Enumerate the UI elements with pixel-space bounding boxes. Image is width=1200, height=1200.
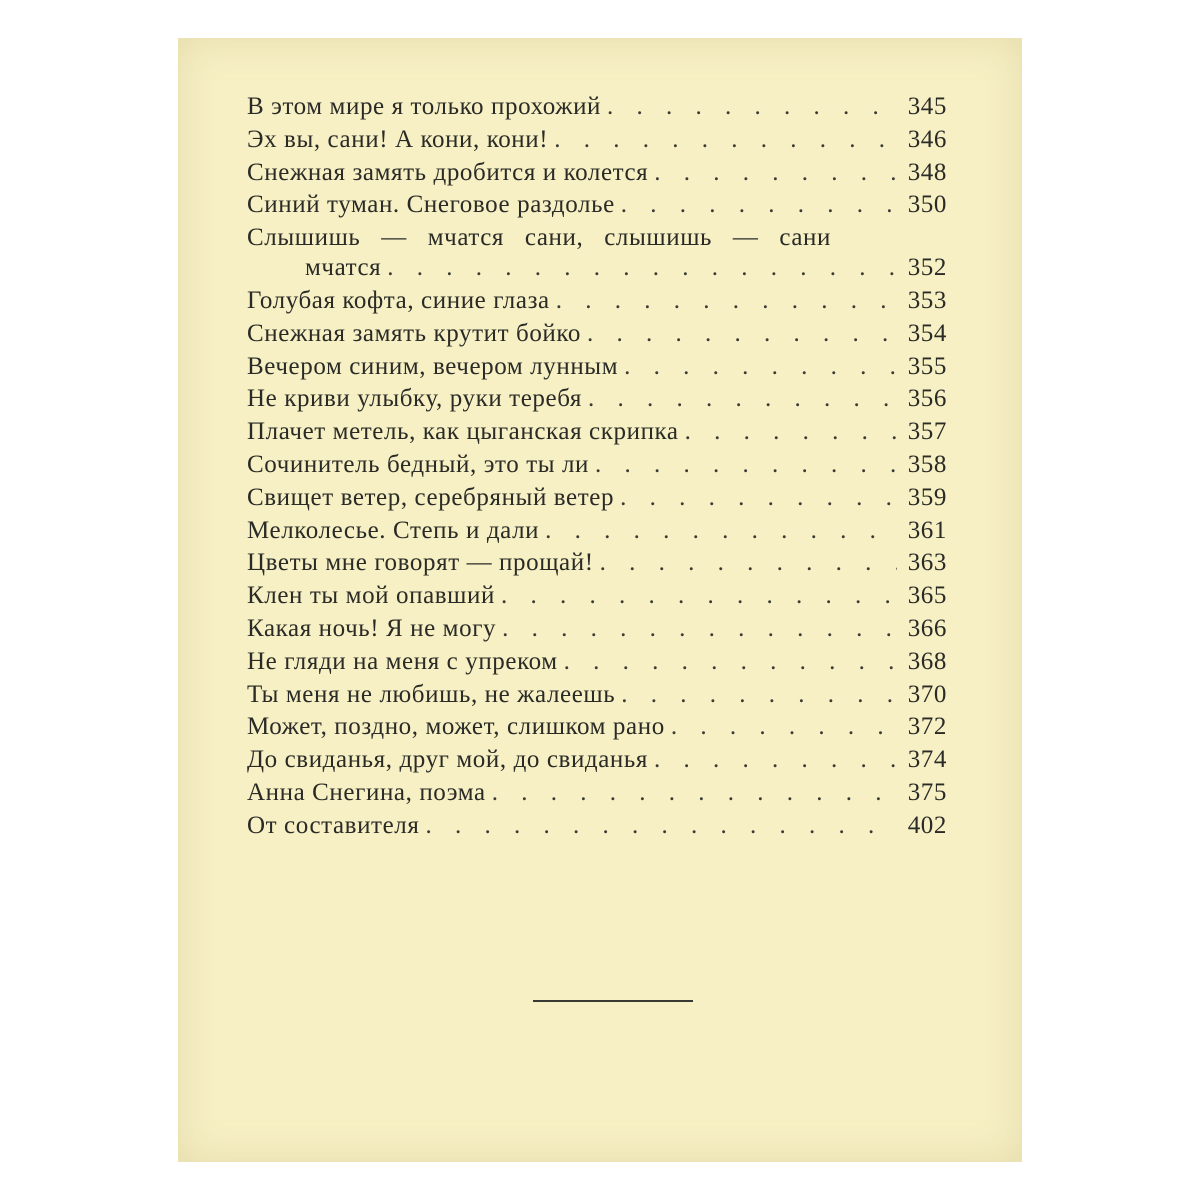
toc-entry [247,351,947,384]
toc-entry [247,383,947,416]
dot-leader [654,157,897,190]
toc-entry [247,646,947,679]
toc-entry [247,810,947,843]
toc-entry-title: Клен ты мой опавший [247,582,495,610]
dot-leader [685,416,897,449]
dot-leader [502,613,897,646]
toc-entry [247,580,947,613]
toc-entry-title: Не криви улыбку, руки теребя [247,385,583,413]
toc-entry [247,318,947,351]
dot-leader [545,515,897,548]
toc-entry-page: 346 [907,125,947,153]
toc-entry-page: 350 [907,191,947,219]
toc-entry-page: 363 [907,549,947,577]
toc-entry-title: Снежная замять дробится и колется [247,158,649,186]
dot-leader [587,318,897,351]
dot-leader [425,810,897,843]
toc-entry [247,124,947,157]
toc-entry-title: Свищет ветер, серебряный ветер [247,483,615,511]
dot-leader [387,252,897,285]
toc-entry-page: 366 [907,614,947,642]
dot-leader [671,711,897,744]
toc-entry-title: Плачет метель, как цыганская скрипка [247,418,679,446]
toc-entry-continuation [247,252,947,285]
toc-entry-title: Мелколесье. Степь и дали [247,516,540,544]
toc-entry-page: 353 [907,286,947,314]
dot-leader [564,646,897,679]
end-rule-divider [533,1000,693,1002]
toc-entry-page: 375 [907,778,947,806]
toc-entry [247,222,947,285]
toc-entry [247,547,947,580]
dot-leader [492,777,897,810]
toc-entry-title: До свиданья, друг мой, до свиданья [247,746,649,774]
toc-entry-page: 361 [907,516,947,544]
toc-entry-page: 402 [907,811,947,839]
dot-leader [624,351,897,384]
toc-entry [247,744,947,777]
toc-entry [247,515,947,548]
table-of-contents [247,91,947,843]
toc-entry [247,91,947,124]
toc-entry [247,416,947,449]
dot-leader [654,744,897,777]
toc-entry-title-line2: мчатся [305,254,382,282]
dot-leader [607,91,897,124]
toc-entry-title: Цветы мне говорят — прощай! [247,549,594,577]
toc-entry [247,449,947,482]
toc-entry-title: Сочинитель бедный, это ты ли [247,450,590,478]
toc-entry-page: 368 [907,647,947,675]
toc-entry-page: 345 [907,93,947,120]
toc-entry-page: 374 [907,746,947,774]
toc-entry-title: Анна Снегина, поэма [247,778,486,806]
toc-entry-title-line1: Слышишь — мчатся сани, слышишь — сани [247,224,832,252]
toc-entry-title: Ты меня не любишь, не жалеешь [247,680,616,708]
dot-leader [621,679,897,712]
toc-entry-title: Не гляди на меня с упреком [247,647,558,675]
toc-entry-page: 359 [907,483,947,511]
dot-leader [501,580,897,613]
toc-entry-title: Какая ночь! Я не могу [247,614,497,642]
toc-entry-title: Синий туман. Снеговое раздолье [247,191,615,219]
toc-entry [247,285,947,318]
toc-entry-page: 365 [907,582,947,610]
toc-entry [247,679,947,712]
toc-entry-title: Эх вы, сани! А кони, кони! [247,125,549,153]
toc-entry [247,157,947,190]
toc-entry-page: 357 [907,418,947,446]
toc-entry-title: Вечером синим, вечером лунным [247,352,619,380]
toc-entry-page: 356 [907,385,947,413]
toc-entry-title: Может, поздно, может, слишком рано [247,713,665,741]
toc-entry-page: 355 [907,352,947,380]
toc-entry-page: 348 [907,158,947,186]
toc-entry-page: 352 [907,254,947,282]
toc-entry [247,711,947,744]
toc-entry-page: 370 [907,680,947,708]
toc-entry-page: 358 [907,450,947,478]
toc-entry-page: 372 [907,713,947,741]
book-page [178,38,1022,1162]
dot-leader [600,547,897,580]
toc-entry-title: Голубая кофта, синие глаза [247,286,550,314]
dot-leader [621,189,897,222]
toc-entry-title: Снежная замять крутит бойко [247,319,581,347]
toc-entry [247,777,947,810]
toc-entry [247,482,947,515]
toc-entry [247,189,947,222]
dot-leader [588,383,897,416]
toc-entry [247,613,947,646]
toc-entry-title: В этом мире я только прохожий [247,93,602,120]
toc-entry-page: 354 [907,319,947,347]
toc-entry-title: От составителя [247,811,420,839]
dot-leader [556,285,897,318]
dot-leader [595,449,897,482]
dot-leader [554,124,897,157]
dot-leader [620,482,897,515]
